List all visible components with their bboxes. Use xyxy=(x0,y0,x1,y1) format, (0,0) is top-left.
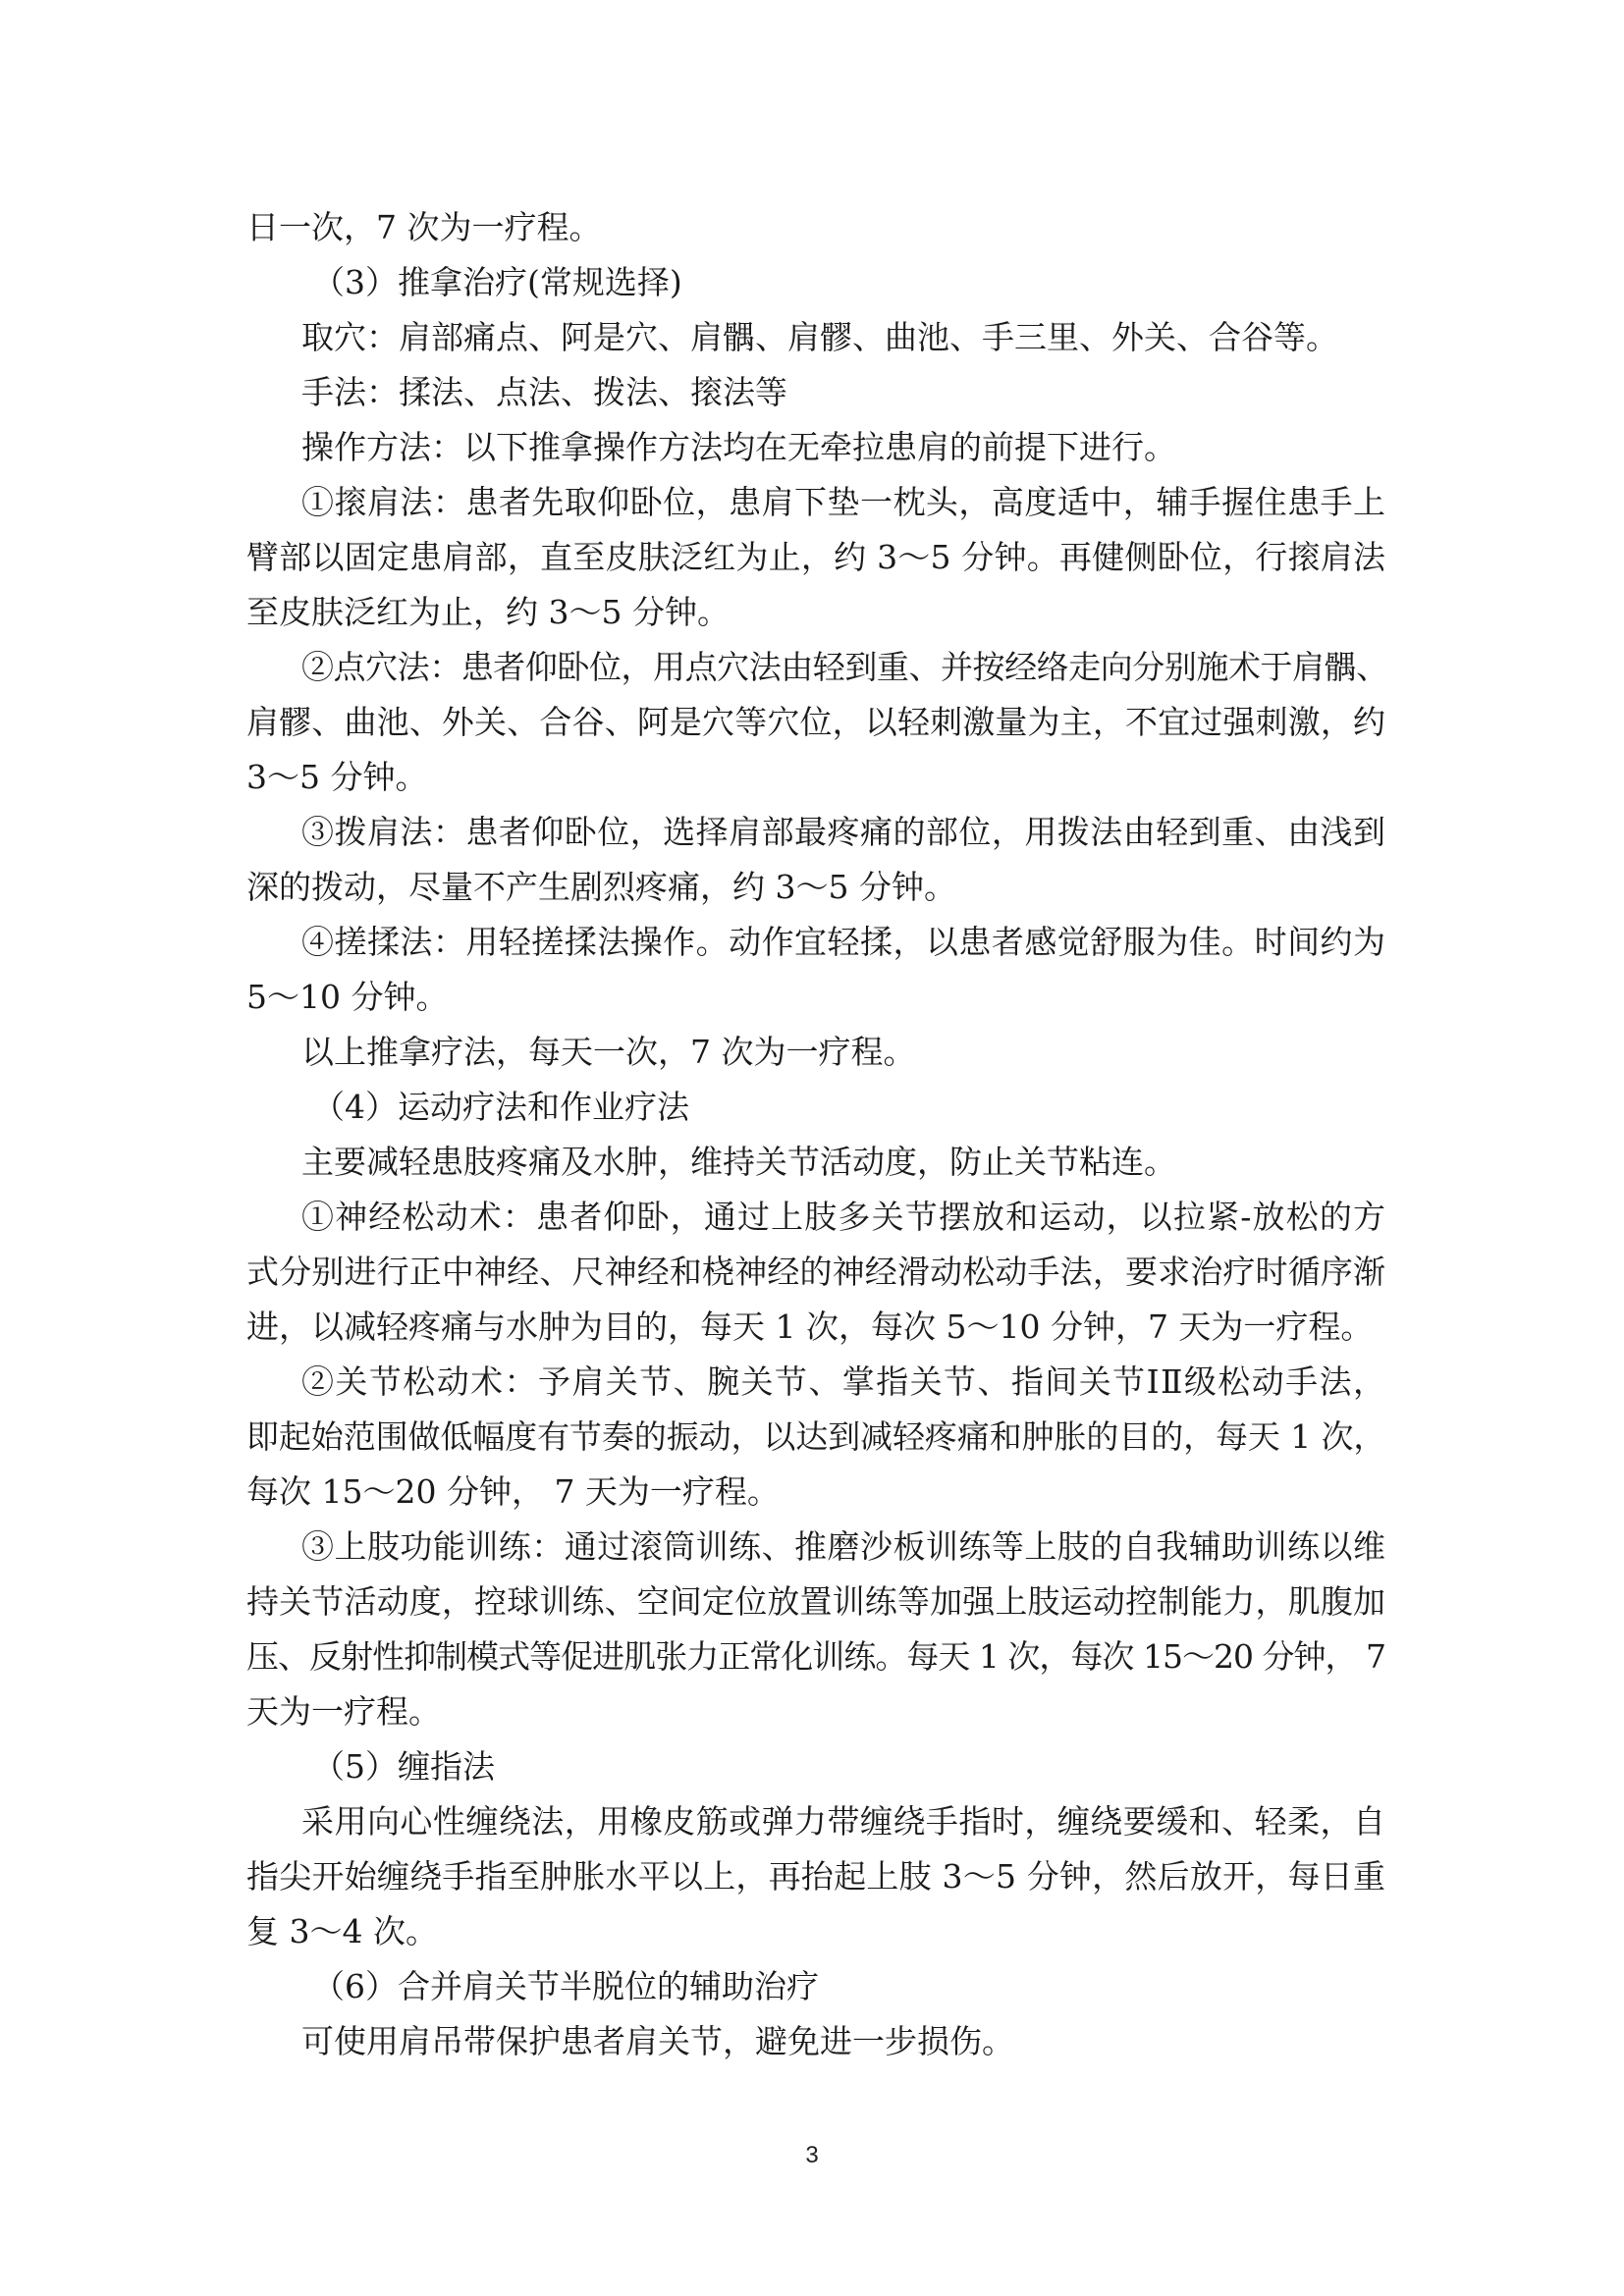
section-heading: （3）推拿治疗(常规选择) xyxy=(312,263,682,301)
text-line: ①神经松动术：患者仰卧，通过上肢多关节摆放和运动，以拉紧-放松的方 xyxy=(301,1198,1385,1236)
text-line: ③拨肩法：患者仰卧位，选择肩部最疼痛的部位，用拨法由轻到重、由浅到 xyxy=(301,813,1385,851)
section-heading: （4）运动疗法和作业疗法 xyxy=(312,1088,689,1126)
text-line: 手法：揉法、点法、拨法、㨰法等 xyxy=(301,373,787,411)
body-text xyxy=(246,200,1388,2069)
text-line: 可使用肩吊带保护患者肩关节，避免进一步损伤。 xyxy=(301,2022,1014,2060)
text-line: ④搓揉法：用轻搓揉法操作。动作宜轻揉，以患者感觉舒服为佳。时间约为 xyxy=(301,923,1385,961)
text-line: ②点穴法：患者仰卧位，用点穴法由轻到重、并按经络走向分别施术于肩髃、 xyxy=(301,648,1388,686)
text-line: 采用向心性缠绕法，用橡皮筋或弹力带缠绕手指时，缠绕要缓和、轻柔，自 xyxy=(301,1802,1385,1841)
text-line: 操作方法：以下推拿操作方法均在无牵拉患肩的前提下进行。 xyxy=(301,428,1176,466)
text-line: 臂部以固定患肩部，直至皮肤泛红为止，约 3～5 分钟。再健侧卧位，行㨰肩法 xyxy=(246,538,1385,576)
text-line: 主要减轻患肢疼痛及水肿，维持关节活动度，防止关节粘连。 xyxy=(301,1143,1176,1181)
text-line: 日一次，7 次为一疗程。 xyxy=(246,208,602,246)
text-line: 取穴：肩部痛点、阿是穴、肩髃、肩髎、曲池、手三里、外关、合谷等。 xyxy=(301,318,1338,356)
text-line: 每次 15～20 分钟， 7 天为一疗程。 xyxy=(246,1472,780,1511)
text-line: ①㨰肩法：患者先取仰卧位，患肩下垫一枕头，高度适中，辅手握住患手上 xyxy=(301,483,1385,521)
text-line: 至皮肤泛红为止，约 3～5 分钟。 xyxy=(246,593,730,631)
text-line: 式分别进行正中神经、尺神经和桡神经的神经滑动松动手法，要求治疗时循序渐 xyxy=(246,1253,1385,1291)
page-number: 3 xyxy=(805,2142,819,2168)
text-line: 深的拨动，尽量不产生剧烈疼痛，约 3～5 分钟。 xyxy=(246,868,956,906)
text-line: 指尖开始缠绕手指至肿胀水平以上，再抬起上肢 3～5 分钟，然后放开，每日重 xyxy=(246,1857,1385,1896)
text-line: ③上肢功能训练：通过滚筒训练、推磨沙板训练等上肢的自我辅助训练以维 xyxy=(301,1527,1385,1566)
text-line: 压、反射性抑制模式等促进肌张力正常化训练。每天 1 次，每次 15～20 分钟， 7 xyxy=(246,1637,1385,1676)
section-heading: （5）缠指法 xyxy=(312,1747,495,1786)
text-line: 天为一疗程。 xyxy=(246,1692,441,1731)
text-line: 复 3～4 次。 xyxy=(246,1912,438,1950)
text-line: ②关节松动术：予肩关节、腕关节、掌指关节、指间关节ⅠⅡ级松动手法， xyxy=(301,1362,1385,1401)
text-line: 肩髎、曲池、外关、合谷、阿是穴等穴位，以轻刺激量为主，不宜过强刺激，约 xyxy=(246,703,1385,741)
text-line: 进，以减轻疼痛与水肿为目的，每天 1 次，每次 5～10 分钟，7 天为一疗程。 xyxy=(246,1308,1374,1346)
text-line: 即起始范围做低幅度有节奏的振动，以达到减轻疼痛和肿胀的目的，每天 1 次， xyxy=(246,1417,1386,1456)
section-heading: （6）合并肩关节半脱位的辅助治疗 xyxy=(312,1967,819,2005)
text-line: 3～5 分钟。 xyxy=(246,758,428,796)
text-line: 持关节活动度，控球训练、空间定位放置训练等加强上肢运动控制能力，肌腹加 xyxy=(246,1582,1385,1621)
text-line: 以上推拿疗法，每天一次，7 次为一疗程。 xyxy=(301,1033,916,1071)
text-line: 5～10 分钟。 xyxy=(246,978,449,1016)
